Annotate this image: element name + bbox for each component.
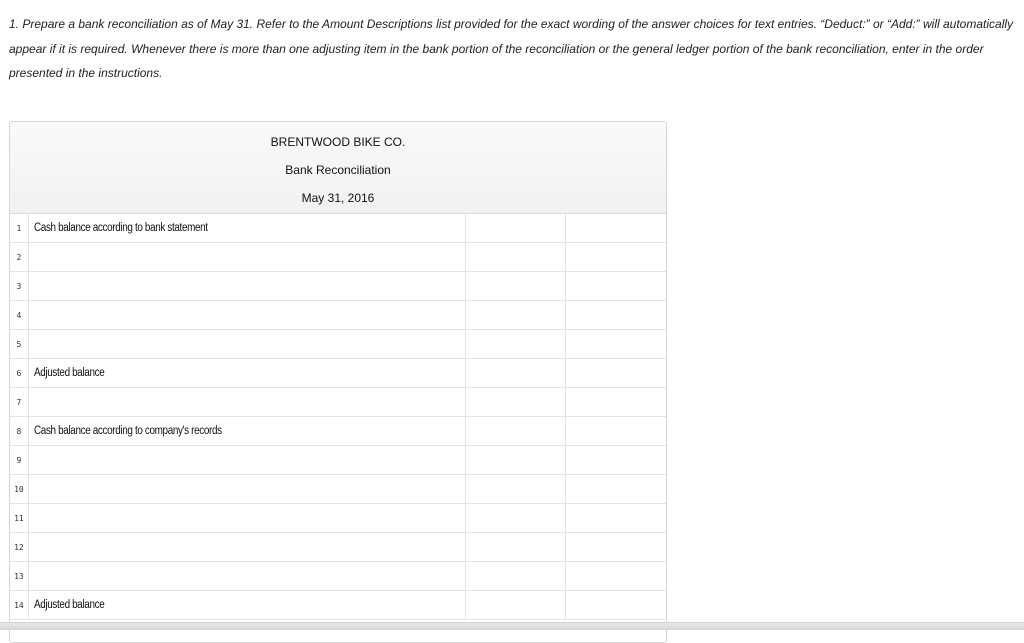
amount-cell-1[interactable] [466, 301, 566, 329]
table-row [10, 272, 666, 301]
row-number: 5 [10, 330, 29, 358]
row-number: 1 [10, 214, 29, 242]
table-row [10, 417, 666, 446]
row-number: 9 [10, 446, 29, 474]
row-number: 12 [10, 533, 29, 561]
amount-cell-2[interactable] [566, 475, 666, 503]
amount-cell-2[interactable] [566, 591, 666, 619]
amount-cell-2[interactable] [566, 417, 666, 445]
table-row [10, 243, 666, 272]
amount-cell-2[interactable] [566, 272, 666, 300]
label-cell[interactable] [29, 359, 466, 387]
amount-cell-2[interactable] [566, 359, 666, 387]
row-number: 6 [10, 359, 29, 387]
amount-cell-1[interactable] [466, 504, 566, 532]
label-cell[interactable] [29, 562, 466, 590]
table-row [10, 446, 666, 475]
amount-cell-1[interactable] [466, 330, 566, 358]
row-number: 7 [10, 388, 29, 416]
amount-cell-1[interactable] [466, 446, 566, 474]
amount-cell-2[interactable] [566, 301, 666, 329]
amount-cell-2[interactable] [566, 562, 666, 590]
label-text: Adjusted balance [33, 599, 105, 611]
row-number: 13 [10, 562, 29, 590]
table-row [10, 475, 666, 504]
amount-cell-1[interactable] [466, 243, 566, 271]
label-cell[interactable] [29, 272, 466, 300]
label-cell[interactable] [29, 446, 466, 474]
row-number: 10 [10, 475, 29, 503]
label-text: Cash balance according to company's records [33, 425, 222, 437]
amount-cell-1[interactable] [466, 475, 566, 503]
table-row [10, 388, 666, 417]
amount-cell-2[interactable] [566, 214, 666, 242]
amount-cell-2[interactable] [566, 446, 666, 474]
label-cell[interactable] [29, 214, 466, 242]
row-number: 14 [10, 591, 29, 619]
label-cell[interactable] [29, 475, 466, 503]
table-row [10, 330, 666, 359]
statement-date: May 31, 2016 [301, 191, 375, 205]
amount-cell-1[interactable] [466, 533, 566, 561]
amount-cell-2[interactable] [566, 330, 666, 358]
table-row [10, 562, 666, 591]
label-cell[interactable] [29, 417, 466, 445]
amount-cell-1[interactable] [466, 417, 566, 445]
table-rows [10, 214, 666, 620]
label-cell[interactable] [29, 591, 466, 619]
amount-cell-2[interactable] [566, 388, 666, 416]
amount-cell-1[interactable] [466, 272, 566, 300]
row-number: 2 [10, 243, 29, 271]
table-row [10, 533, 666, 562]
table-row [10, 301, 666, 330]
amount-cell-1[interactable] [466, 562, 566, 590]
amount-cell-2[interactable] [566, 533, 666, 561]
label-cell[interactable] [29, 504, 466, 532]
amount-cell-1[interactable] [466, 388, 566, 416]
row-number: 3 [10, 272, 29, 300]
statement-title: Bank Reconciliation [285, 163, 391, 177]
row-number: 11 [10, 504, 29, 532]
amount-cell-1[interactable] [466, 359, 566, 387]
table-row [10, 359, 666, 388]
label-cell[interactable] [29, 533, 466, 561]
amount-cell-2[interactable] [566, 504, 666, 532]
label-cell[interactable] [29, 243, 466, 271]
label-cell[interactable] [29, 388, 466, 416]
row-number: 4 [10, 301, 29, 329]
amount-cell-1[interactable] [466, 591, 566, 619]
label-cell[interactable] [29, 330, 466, 358]
table-header [10, 122, 666, 214]
company-name: BRENTWOOD BIKE CO. [270, 135, 406, 149]
bank-reconciliation-table [9, 121, 667, 643]
label-text: Adjusted balance [33, 367, 105, 379]
label-text: Cash balance according to bank statement [33, 222, 208, 234]
table-row [10, 591, 666, 620]
label-cell[interactable] [29, 301, 466, 329]
table-row [10, 214, 666, 243]
instructions-text: 1. Prepare a bank reconciliation as of May 31. Refer to the Amount Descriptions list provided for the exact wording of the answer choices for text entries. “Deduct:” or “Add:” will automatically appear if it is required. Whenever there is more than one adjusting item in the bank portion of the reconciliation or the general ledger portion of the bank reconciliation, enter in the order presented in the instructions. [9, 17, 1014, 80]
table-row [10, 504, 666, 533]
row-number: 8 [10, 417, 29, 445]
amount-cell-1[interactable] [466, 214, 566, 242]
amount-cell-2[interactable] [566, 243, 666, 271]
